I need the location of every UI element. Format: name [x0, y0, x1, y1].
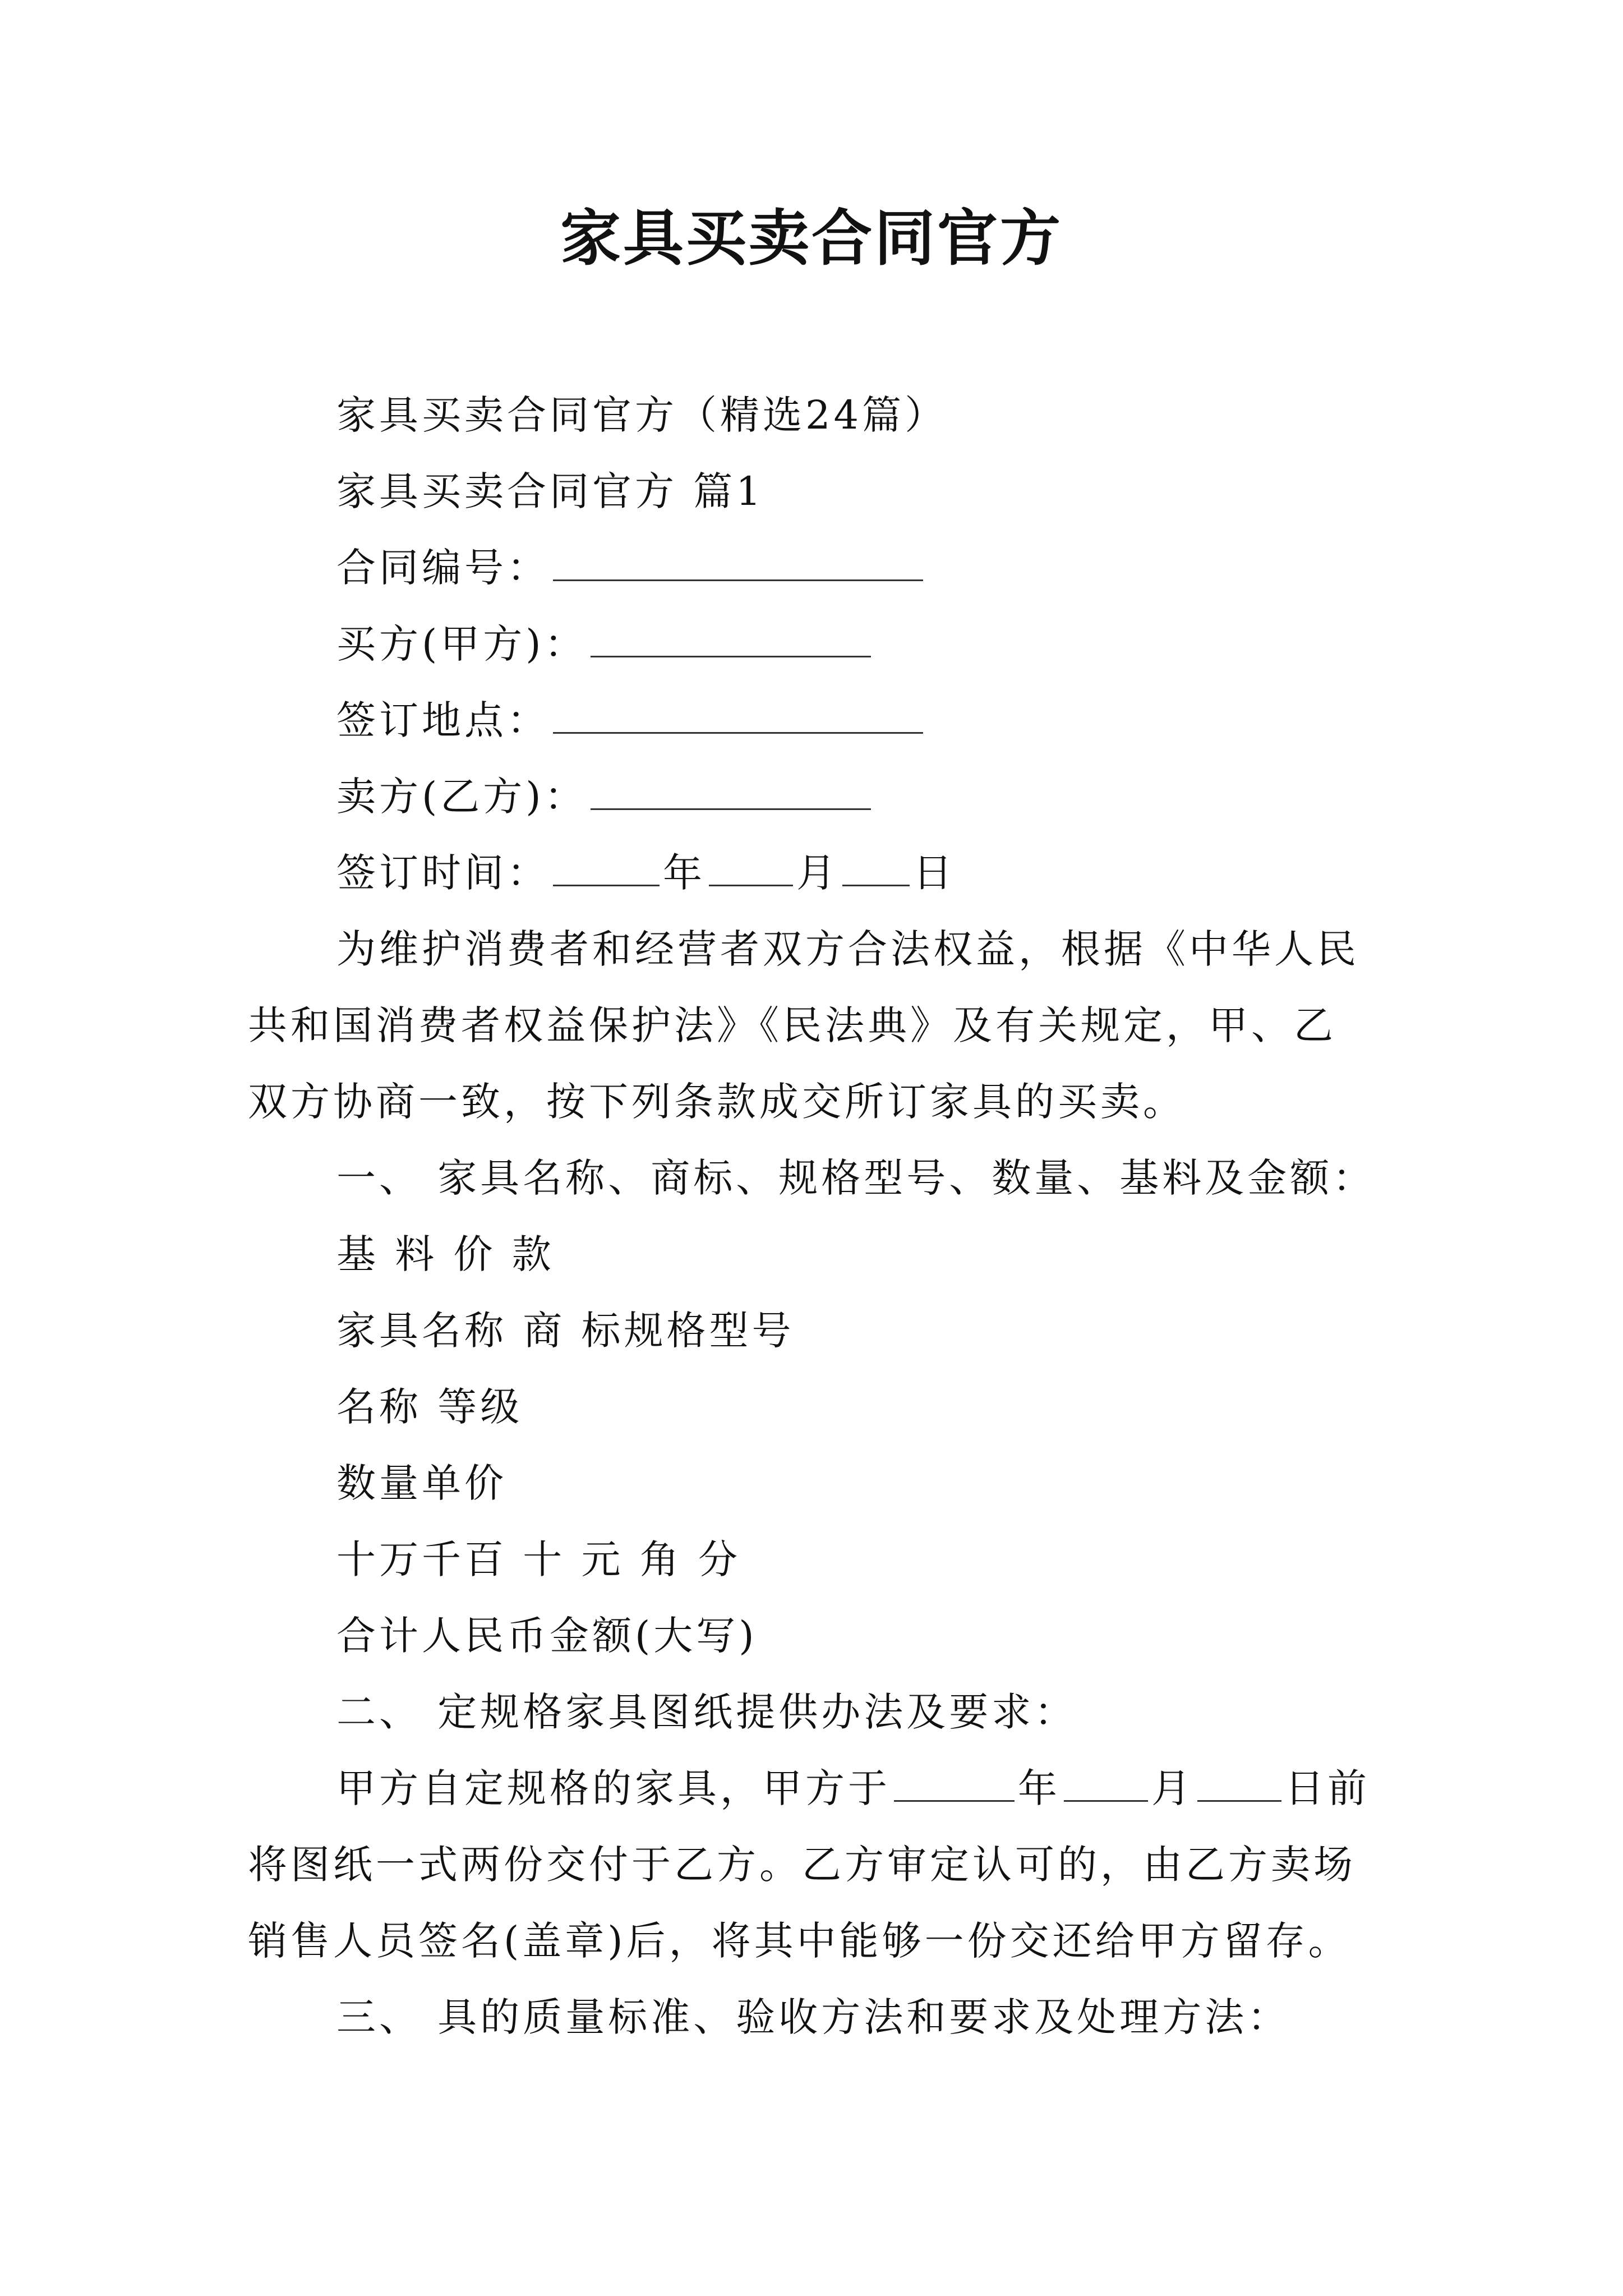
buyer-label: 买方(甲方)：: [336, 621, 587, 667]
month-label: 月: [796, 850, 839, 896]
clause-2-year-blank: [894, 1765, 1015, 1802]
year-label: 年: [663, 850, 706, 896]
clause-3-heading: 三、 具的质量标准、验收方法和要求及处理方法：: [336, 1994, 1290, 2040]
buyer-field: [336, 616, 874, 672]
clause-2-day-blank: [1197, 1765, 1281, 1802]
contract-number-blank: [553, 545, 923, 581]
day-label: 日: [913, 850, 956, 896]
table-line-6: 合计人民币金额(大写): [336, 1613, 758, 1659]
clause-2-month-blank: [1064, 1765, 1148, 1802]
clause-2-day-label: 日前: [1285, 1765, 1370, 1811]
clause-2-line-3: 销售人员签名(盖章)后，将其中能够一份交还给甲方留存。: [248, 1918, 1351, 1964]
place-field: [336, 692, 926, 748]
day-blank: [842, 850, 910, 886]
section-heading: 家具买卖合同官方 篇1: [336, 468, 764, 514]
clause-2-line-2: 将图纸一式两份交付于乙方。乙方审定认可的，由乙方卖场: [248, 1842, 1356, 1888]
intro-line-1: 为维护消费者和经营者双方合法权益，根据《中华人民: [336, 926, 1359, 972]
place-blank: [553, 697, 923, 734]
place-label: 签订地点：: [336, 697, 550, 743]
table-line-1: 基 料 价 款: [336, 1231, 555, 1277]
table-line-3: 名称 等级: [336, 1384, 523, 1430]
clause-2-heading: 二、 定规格家具图纸提供办法及要求：: [336, 1689, 1077, 1735]
clause-2-line-1: [336, 1760, 1370, 1816]
clause-2-part-1: 甲方自定规格的家具，甲方于: [336, 1765, 891, 1811]
table-line-2: 家具名称 商 标规格型号: [336, 1308, 795, 1354]
clause-2-year-label: 年: [1018, 1765, 1061, 1811]
intro-line-3: 双方协商一致，按下列条款成交所订家具的买卖。: [248, 1079, 1186, 1125]
seller-blank: [591, 774, 871, 810]
year-blank: [553, 850, 660, 886]
clause-2-month-label: 月: [1151, 1765, 1194, 1811]
month-blank: [709, 850, 793, 886]
seller-field: [336, 769, 874, 825]
table-line-4: 数量单价: [336, 1460, 507, 1506]
buyer-blank: [591, 621, 871, 657]
subtitle: 家具买卖合同官方（精选24篇）: [336, 392, 948, 438]
document-title: 家具买卖合同官方: [560, 203, 1063, 274]
contract-number-label: 合同编号：: [336, 545, 550, 591]
intro-line-2: 共和国消费者权益保护法》《民法典》及有关规定，甲、乙: [248, 1002, 1336, 1048]
seller-label: 卖方(乙方)：: [336, 774, 587, 820]
sign-time-field: [336, 845, 956, 901]
contract-number-field: [336, 540, 926, 596]
sign-time-label: 签订时间：: [336, 850, 550, 896]
table-line-5: 十万千百 十 元 角 分: [336, 1536, 741, 1582]
clause-1-heading: 一、 家具名称、商标、规格型号、数量、基料及金额：: [336, 1155, 1376, 1201]
